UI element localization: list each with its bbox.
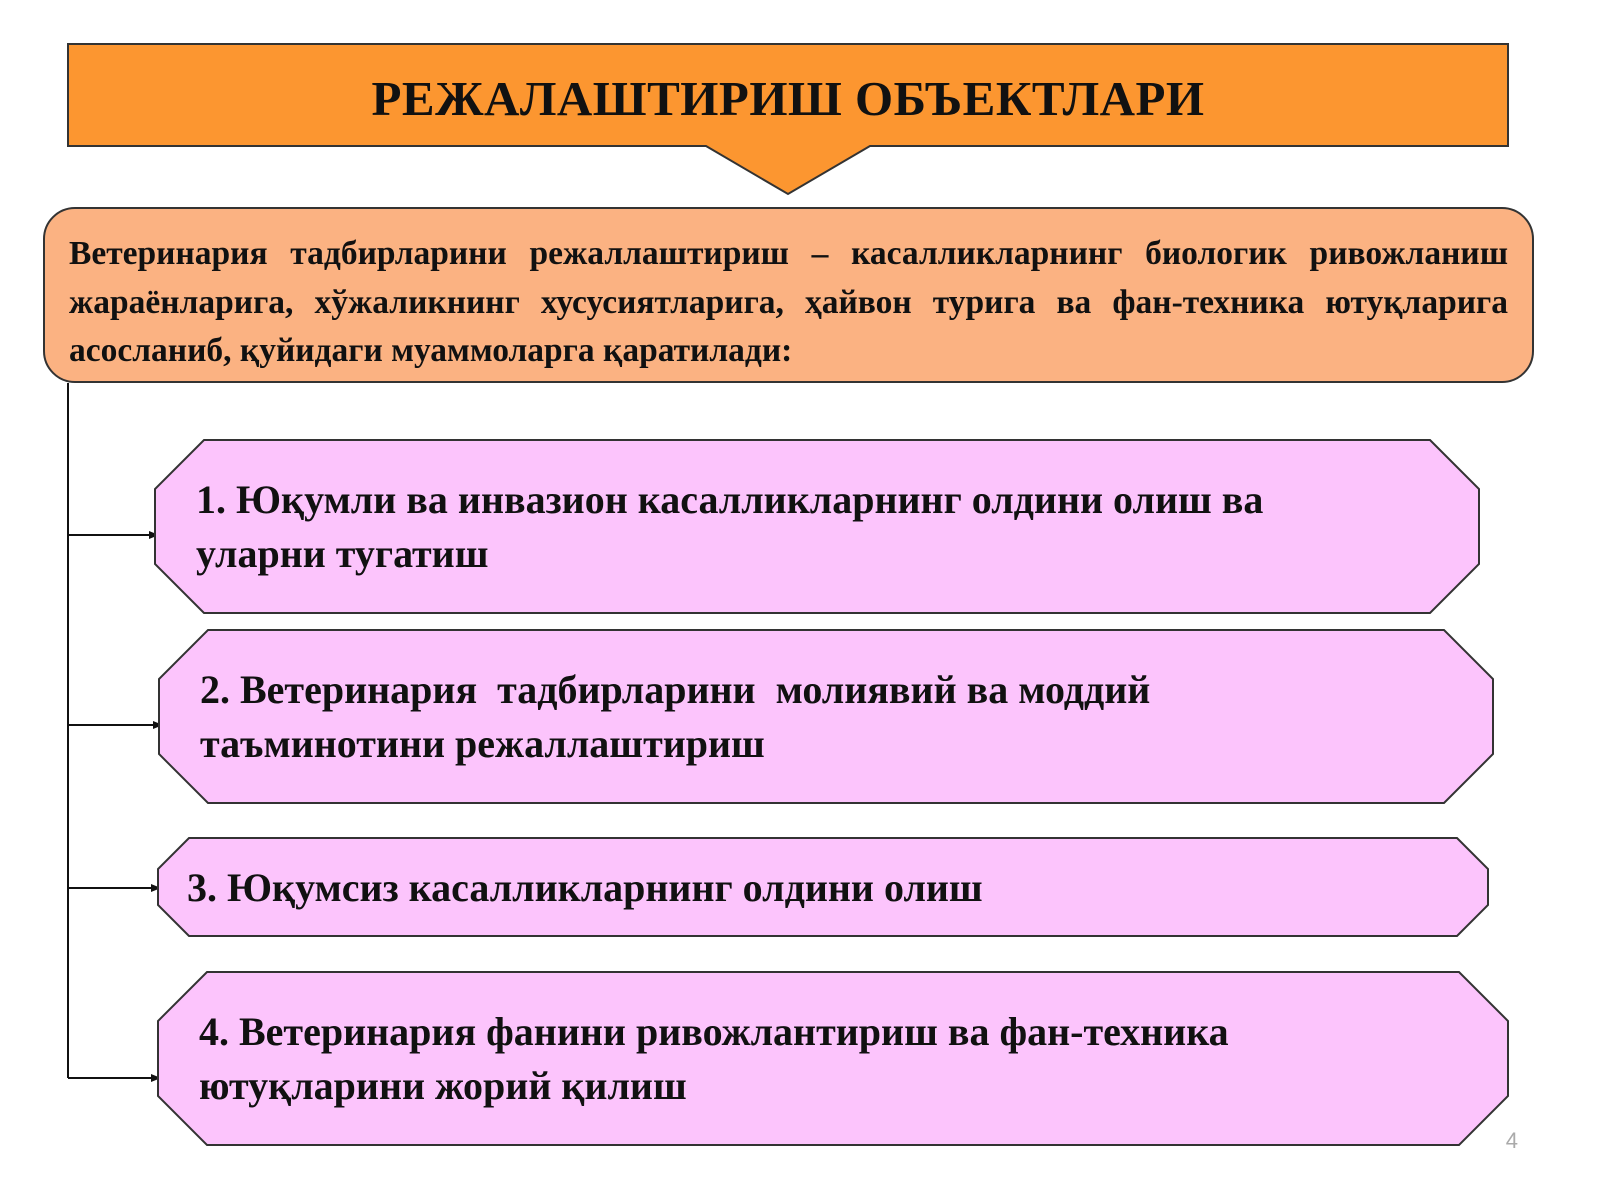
intro-box: Ветеринария тадбирларини режаллаштириш – касалликларнинг биологик ривожланиш жараёнларига, хўжаликнинг хусусиятларига, ҳайвон турига ва фан-техника ютуқларига асосланиб, қуйидаги муаммоларга қаратилади: (43, 207, 1534, 383)
page-number: 4 (1505, 1128, 1518, 1153)
item-text-3: 3. Юқумсиз касалликларнинг олдини олиш (187, 865, 983, 910)
item-box-4 (157, 971, 1509, 1146)
title-banner (68, 44, 1508, 146)
item-text-1: 1. Юқумли ва инвазион касалликларнинг олдини олиш ва уларни тугатиш (196, 477, 1264, 576)
item-text-2: 2. Ветеринария тадбирларини молиявий ва моддий таъминотини режаллаштириш (200, 667, 1151, 766)
item-box-2 (158, 629, 1494, 804)
item-box-1 (154, 439, 1480, 614)
page-title: РЕЖАЛАШТИРИШ ОБЪЕКТЛАРИ (371, 71, 1205, 126)
item-box-3 (157, 837, 1489, 937)
item-text-4: 4. Ветеринария фанини ривожлантириш ва фан-техника ютуқларини жорий қилиш (199, 1009, 1229, 1108)
